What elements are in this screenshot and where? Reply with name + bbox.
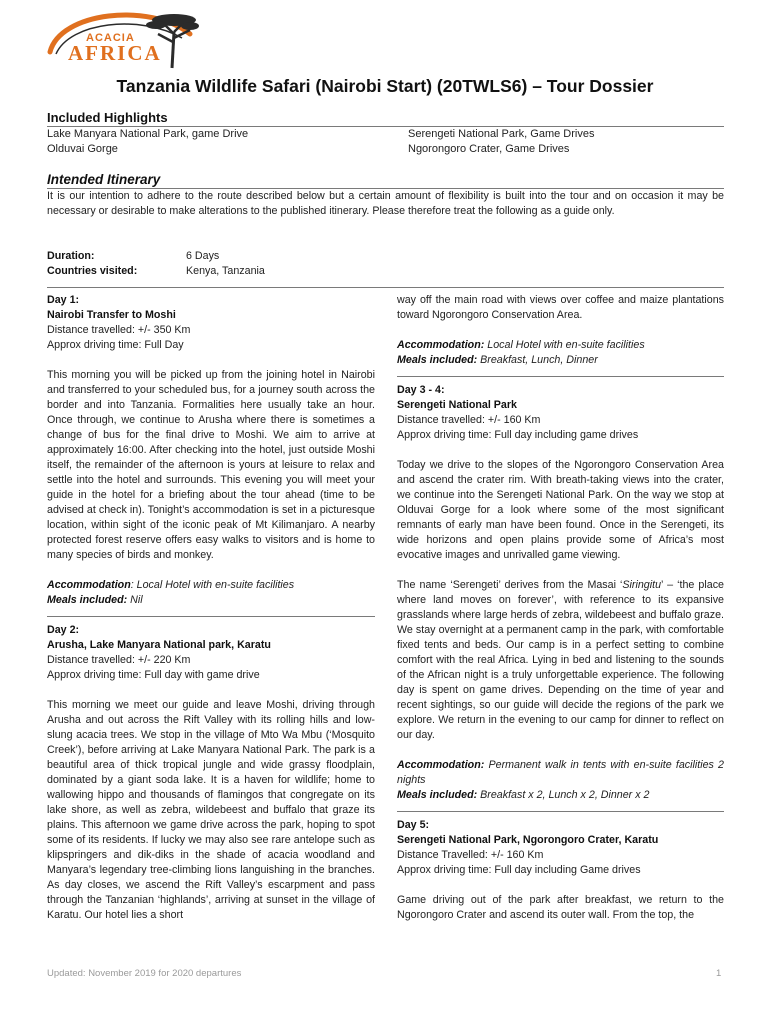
day-driving-time: Approx driving time: Full day including game drives [397,429,639,441]
day-divider [397,376,724,377]
day-distance: Distance travelled: +/- 160 Km [397,414,541,426]
highlight-item: Ngorongoro Crater, Game Drives [408,143,570,155]
svg-text:ACACIA: ACACIA [86,32,135,44]
itinerary-table-divider [47,287,724,288]
svg-text:AFRICA: AFRICA [68,41,162,65]
page-number: 1 [716,968,722,979]
logo-graphic [40,8,210,70]
itinerary-heading: Intended Itinerary [47,172,161,187]
highlight-item: Olduvai Gorge [47,143,118,155]
day-title: Nairobi Transfer to Moshi [47,309,176,321]
day-distance: Distance travelled: +/- 220 Km [47,654,191,666]
day2-block [47,623,375,923]
day-description: The name ‘Serengeti’ derives from the Masai ‘Siringitu’ – ‘the place where land moves on forever’, with reference to its expansive grasslands where large herds of zebra, wildebeest and buffalo graze. We stay overnight at a permanent camp in the park, with comfortable fixed tents and beds. Our camp is in a perfect setting to combine comfort with the real Africa. Lying in bed and listening to the sounds of the African night is a truly unforgettable experience. The following day is spent on game drives. Depending on the time of year and recent sightings, so our guide will decide the regions of the park we explore. We return in the evening to our camp for dinner to reflect on our day. [397,579,724,741]
highlight-item: Serengeti National Park, Game Drives [408,128,595,140]
countries-label: Countries visited: [47,265,138,277]
day5-block [397,818,724,923]
footer-updated: Updated: November 2019 for 2020 departures [47,968,242,979]
day-driving-time: Approx driving time: Full day including Game drives [397,864,641,876]
page-title: Tanzania Wildlife Safari (Nairobi Start) (20TWLS6) – Tour Dossier [116,76,654,96]
day-accommodation: Accommodation: Local Hotel with en-suite facilities [47,579,295,591]
day-description: Game driving out of the park after breakfast, we return to the Ngorongoro Crater and ascend its outer wall. From the top, the [397,894,724,921]
day-divider [397,811,724,812]
day-title: Serengeti National Park, Ngorongoro Crater, Karatu [397,834,659,846]
day-meals: Meals included: Breakfast, Lunch, Dinner [397,354,598,366]
day-divider [47,616,375,617]
right-column [397,293,724,923]
duration-value: 6 Days [186,250,220,262]
day-description: Today we drive to the slopes of the Ngorongoro Conservation Area and ascend the crater rim. With breath-taking views into the crater, we continue into the Serengeti National Park. On the way we stop at Olduvai Gorge for a look where some of the most significant remnants of early man have been found. Once in the Serengeti, its wide horizons and open plains provide some of Africa’s most evocative images and unrivalled game viewing. [397,459,724,561]
day-description: This morning you will be picked up from the joining hotel in Nairobi and transferred to your scheduled bus, for a journey south across the border and into Tanzania. Formalities here usually take an hour. Once through, we continue to Arusha where there is sometimes a change of bus for the final drive to Moshi. We aim to arrive at approximately 16:00. After checking into the hotel, just outside Moshi itself, the remainder of the afternoon is yours at leisure to relax and settle into the hotel and surrounds. This evening you will meet your guide in the hotel for a briefing about the tour ahead (time to be advised at check in). Tonight’s accommodation is set in a picturesque location, within sight of the iconic peak of Mt Kilimanjaro. A nearby protected forest reserve offers easy walks to visitors and is home to many species of birds and monkey. [47,369,375,561]
left-column [47,293,375,923]
day-label: Day 3 - 4: [397,384,445,396]
day-accommodation: Accommodation: Local Hotel with en-suite facilities [397,339,645,351]
acacia-africa-logo [40,8,210,70]
day-distance: Distance travelled: +/- 350 Km [47,324,191,336]
day-distance: Distance Travelled: +/- 160 Km [397,849,544,861]
day3-4-block [397,383,724,803]
countries-value: Kenya, Tanzania [186,265,265,277]
day-meals: Meals included: Breakfast x 2, Lunch x 2, Dinner x 2 [397,789,650,801]
itinerary-intro: It is our intention to adhere to the route described below but a certain amount of flexibility is built into the tour and on occasion it may be necessary or desirable to make alterations to the published itinerary. Please therefore treat the following as a guide only. [47,190,724,217]
day1-block [47,293,375,608]
highlights-heading: Included Highlights [47,110,168,125]
day-description-continued: way off the main road with views over coffee and maize plantations toward Ngorongoro Conservation Area. [397,294,724,321]
day-meals: Meals included: Nil [47,594,143,606]
day-description: This morning we meet our guide and leave Moshi, driving through Arusha and out across the Rift Valley with its rolling hills and low-slung acacia trees. We stop in the village of Mto Wa Mbu (‘Mosquito Creek’), before arriving at Lake Manyara National Park. The park is a beautiful area of thick tropical jungle and wide grassy floodplain, dominated by a giant soda lake. It is a haven for wildlife; home to wallowing hippo and thousands of flamingos that congregate on its lake shore, as well as zebra, wildebeest and buffalo that graze its plains. This afternoon we game drive across the park, hoping to spot some of its residents. If lucky we may also see rare antelope such as klipspringers and dik-diks in the shade of acacia woodland and Manyara’s legendary tree-climbing lions languishing in the branches. As day closes, we ascend the Rift Valley’s escarpment and pass through the Tanzanian ‘highlands’, arriving at sunset in the village of Karatu. Our hotel lies a short [47,699,375,921]
duration-label: Duration: [47,250,95,262]
day-driving-time: Approx driving time: Full Day [47,339,184,351]
day-label: Day 2: [47,624,80,636]
highlight-item: Lake Manyara National Park, game Drive [47,128,249,140]
day-accommodation: Accommodation: Permanent walk in tents with en-suite facilities 2 nights [397,759,724,786]
day-driving-time: Approx driving time: Full day with game drive [47,669,260,681]
day-label: Day 1: [47,294,80,306]
day-title: Serengeti National Park [397,399,517,411]
day-label: Day 5: [397,819,430,831]
day-title: Arusha, Lake Manyara National park, Karatu [47,639,271,651]
